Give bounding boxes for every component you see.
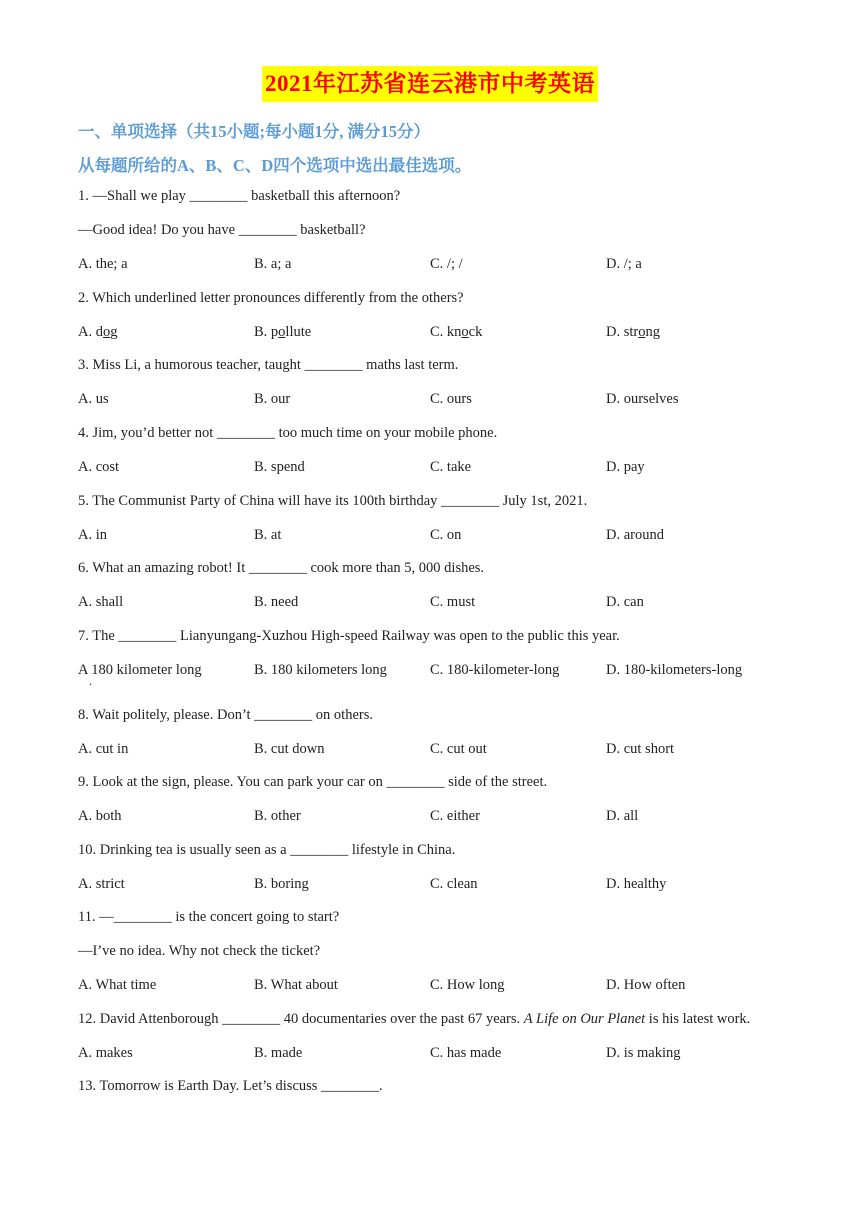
option-a-dot: . bbox=[89, 674, 92, 688]
option-d: D. can bbox=[606, 594, 644, 610]
option-b: B. a; a bbox=[254, 256, 292, 272]
option-c: C. take bbox=[430, 459, 472, 475]
option-d: D. is making bbox=[606, 1045, 681, 1061]
option-d: D. /; a bbox=[606, 256, 642, 272]
page-title: 2021年江苏省连云港市中考英语 bbox=[262, 66, 598, 102]
option-b: B. pollute bbox=[254, 324, 312, 340]
option-c: C. /; / bbox=[430, 256, 463, 272]
option-c: C. either bbox=[430, 808, 480, 824]
option-d: D. How often bbox=[606, 977, 686, 993]
option-a: A. in bbox=[78, 527, 107, 543]
option-c: C. cut out bbox=[430, 741, 487, 757]
option-c: C. knock bbox=[430, 324, 483, 340]
title-wrap bbox=[0, 66, 860, 102]
option-d: D. ourselves bbox=[606, 391, 679, 407]
question-1-line-2: —Good idea! Do you have ________ basketball? bbox=[78, 222, 366, 238]
option-b: B. our bbox=[254, 391, 291, 407]
question-9-line-1: 9. Look at the sign, please. You can park your car on ________ side of the street. bbox=[78, 774, 548, 790]
question-13-line-1: 13. Tomorrow is Earth Day. Let’s discuss ________. bbox=[78, 1078, 383, 1094]
question-6-line-1: 6. What an amazing robot! It ________ cook more than 5, 000 dishes. bbox=[78, 560, 485, 576]
option-a: A. strict bbox=[78, 876, 125, 892]
underlined-letter: o bbox=[638, 324, 646, 340]
option-b: B. What about bbox=[254, 977, 338, 993]
option-b: B. other bbox=[254, 808, 301, 824]
option-c: C. clean bbox=[430, 876, 478, 892]
option-b: B. cut down bbox=[254, 741, 325, 757]
option-d: D. healthy bbox=[606, 876, 667, 892]
option-c: C. on bbox=[430, 527, 462, 543]
question-8-line-1: 8. Wait politely, please. Don’t ________ on others. bbox=[78, 707, 373, 723]
question-12-line-1: 12. David Attenborough ________ 40 documentaries over the past 67 years. A Life on Our Planet is his latest work. bbox=[78, 1011, 751, 1027]
option-a: A 180 kilometer long bbox=[78, 662, 202, 678]
underlined-letter: o bbox=[461, 324, 469, 340]
option-b: B. 180 kilometers long bbox=[254, 662, 387, 678]
option-c: C. How long bbox=[430, 977, 505, 993]
question-1-line-1: 1. —Shall we play ________ basketball this afternoon? bbox=[78, 188, 401, 204]
underlined-letter: o bbox=[102, 324, 111, 340]
question-4-line-1: 4. Jim, you’d better not ________ too much time on your mobile phone. bbox=[78, 425, 498, 441]
question-11-line-2: —I’ve no idea. Why not check the ticket? bbox=[78, 943, 321, 959]
option-b: B. made bbox=[254, 1045, 303, 1061]
option-d: D. 180-kilometers-long bbox=[606, 662, 743, 678]
option-c: C. 180-kilometer-long bbox=[430, 662, 560, 678]
option-a: A. the; a bbox=[78, 256, 128, 272]
option-c: C. has made bbox=[430, 1045, 502, 1061]
question-3-line-1: 3. Miss Li, a humorous teacher, taught ________ maths last term. bbox=[78, 357, 459, 373]
option-a: A. makes bbox=[78, 1045, 133, 1061]
option-b: B. boring bbox=[254, 876, 309, 892]
option-a: A. cut in bbox=[78, 741, 129, 757]
option-b: B. need bbox=[254, 594, 299, 610]
option-d: D. pay bbox=[606, 459, 645, 475]
section-instruction: 从每题所给的A、B、C、D四个选项中选出最佳选项。 bbox=[78, 156, 472, 175]
option-d: D. cut short bbox=[606, 741, 675, 757]
question-7-line-1: 7. The ________ Lianyungang-Xuzhou High-speed Railway was open to the public this year. bbox=[78, 628, 620, 644]
option-d: D. all bbox=[606, 808, 639, 824]
option-a: A. cost bbox=[78, 459, 120, 475]
option-a: A. dog bbox=[78, 324, 118, 340]
option-c: C. ours bbox=[430, 391, 472, 407]
book-title: A Life on Our Planet bbox=[523, 1011, 646, 1027]
option-d: D. strong bbox=[606, 324, 660, 340]
question-2-line-1: 2. Which underlined letter pronounces differently from the others? bbox=[78, 290, 464, 306]
question-5-line-1: 5. The Communist Party of China will have its 100th birthday ________ July 1st, 2021. bbox=[78, 493, 588, 509]
question-11-line-1: 11. —________ is the concert going to start? bbox=[78, 909, 340, 925]
option-a: A. What time bbox=[78, 977, 157, 993]
section-heading: 一、单项选择（共15小题;每小题1分, 满分15分） bbox=[78, 122, 430, 141]
underlined-letter: o bbox=[278, 324, 286, 340]
option-b: B. at bbox=[254, 527, 282, 543]
option-a: A. us bbox=[78, 391, 109, 407]
option-d: D. around bbox=[606, 527, 664, 543]
question-10-line-1: 10. Drinking tea is usually seen as a ________ lifestyle in China. bbox=[78, 842, 456, 858]
option-a: A. both bbox=[78, 808, 122, 824]
option-a: A. shall bbox=[78, 594, 124, 610]
option-c: C. must bbox=[430, 594, 476, 610]
option-b: B. spend bbox=[254, 459, 305, 475]
